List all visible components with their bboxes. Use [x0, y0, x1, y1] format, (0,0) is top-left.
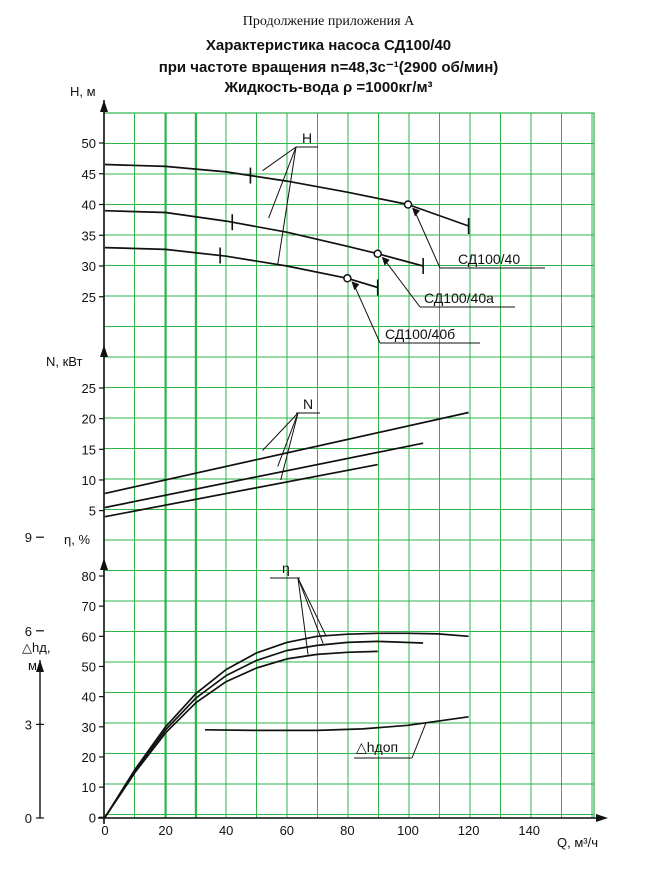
model-label: СД100/40б — [385, 326, 456, 342]
model-label: СД100/40 — [458, 251, 521, 267]
power-axis-label: N, кВт — [46, 354, 83, 369]
appendix-caption: Продолжение приложения А — [242, 14, 415, 29]
efficiency-curve — [105, 651, 378, 817]
power-curve — [105, 443, 423, 507]
chart-title-line2: при частоте вращения n=48,3с⁻¹(2900 об/мин) — [158, 59, 499, 76]
efficiency-tick-label: 10 — [81, 780, 96, 796]
efficiency-tick-label: 80 — [81, 569, 96, 584]
x-tick-label: 60 — [279, 823, 295, 838]
duty-point — [405, 201, 412, 208]
npsh-tick-label: 0 — [24, 811, 32, 826]
grid — [104, 113, 594, 818]
axis-arrow — [100, 558, 108, 570]
duty-point — [374, 250, 381, 257]
model-label: СД100/40а — [424, 290, 494, 306]
npsh-axis-unit: м — [28, 658, 37, 673]
leader-line — [414, 210, 440, 269]
duty-point — [344, 275, 351, 282]
head-tick-label: 40 — [81, 197, 96, 213]
npsh-axis-label: △hд, — [22, 640, 51, 655]
labels — [22, 84, 598, 850]
head-curve — [105, 248, 378, 288]
x-tick-label: 40 — [218, 823, 234, 838]
head-tick-label: 50 — [81, 136, 96, 151]
x-tick-label: 80 — [340, 823, 355, 838]
head-tick-label: 45 — [81, 166, 96, 182]
power-curve — [105, 465, 378, 517]
x-axis-label: Q, м³/ч — [557, 835, 598, 850]
leader-line — [278, 413, 298, 466]
efficiency-axis-label: η, % — [64, 532, 91, 547]
leader-line — [298, 578, 323, 644]
power-tick-label: 5 — [88, 503, 96, 519]
power-tick-label: 20 — [81, 411, 96, 427]
head-tick-label: 30 — [81, 259, 96, 274]
efficiency-tick-label: 30 — [81, 719, 96, 735]
power-tick-label: 10 — [81, 472, 96, 488]
power-tick-label: 25 — [81, 381, 96, 396]
x-tick-label: 140 — [518, 823, 541, 838]
head-axis-label: Н, м — [70, 84, 96, 99]
npsh-tick-label: 9 — [24, 530, 32, 546]
npsh-tick-label: 3 — [24, 717, 32, 733]
head-tick-label: 35 — [81, 228, 96, 244]
power-tick-label: 15 — [81, 442, 96, 458]
efficiency-tick-label: 60 — [81, 629, 96, 645]
axes — [36, 100, 608, 824]
npsh-tick-label: 6 — [24, 623, 32, 639]
efficiency-tick-label: 20 — [81, 749, 96, 765]
efficiency-tick-label: 50 — [81, 659, 96, 675]
head-tick-label: 25 — [81, 289, 96, 305]
axis-arrow — [596, 814, 608, 822]
efficiency-tick-label: 70 — [81, 599, 96, 615]
x-tick-label: 100 — [397, 823, 419, 838]
efficiency-tick-label: 0 — [88, 810, 96, 826]
leader-line — [353, 283, 380, 343]
efficiency-tick-label: 40 — [81, 689, 96, 705]
power-curve-label: N — [303, 396, 314, 412]
npsh-curve-label: △hдоп — [356, 739, 399, 755]
x-tick-label: 0 — [101, 823, 109, 838]
efficiency-curve-label: η — [282, 560, 290, 576]
x-tick-label: 120 — [457, 823, 480, 838]
head-curve — [105, 211, 423, 266]
axis-arrow — [100, 345, 108, 357]
grid-border — [104, 113, 594, 818]
leader-arrow — [351, 281, 359, 290]
head-curve-label: Н — [302, 130, 313, 146]
x-tick-label: 20 — [158, 823, 173, 838]
efficiency-curve — [105, 641, 423, 817]
axis-arrow — [36, 660, 44, 672]
axis-arrow — [100, 100, 108, 112]
chart-title-line1: Характеристика насоса СД100/40 — [205, 37, 452, 54]
chart-title-line3: Жидкость-вода ρ =1000кг/м³ — [224, 79, 433, 96]
npsh-curve — [205, 717, 469, 731]
leader-line — [412, 722, 426, 758]
